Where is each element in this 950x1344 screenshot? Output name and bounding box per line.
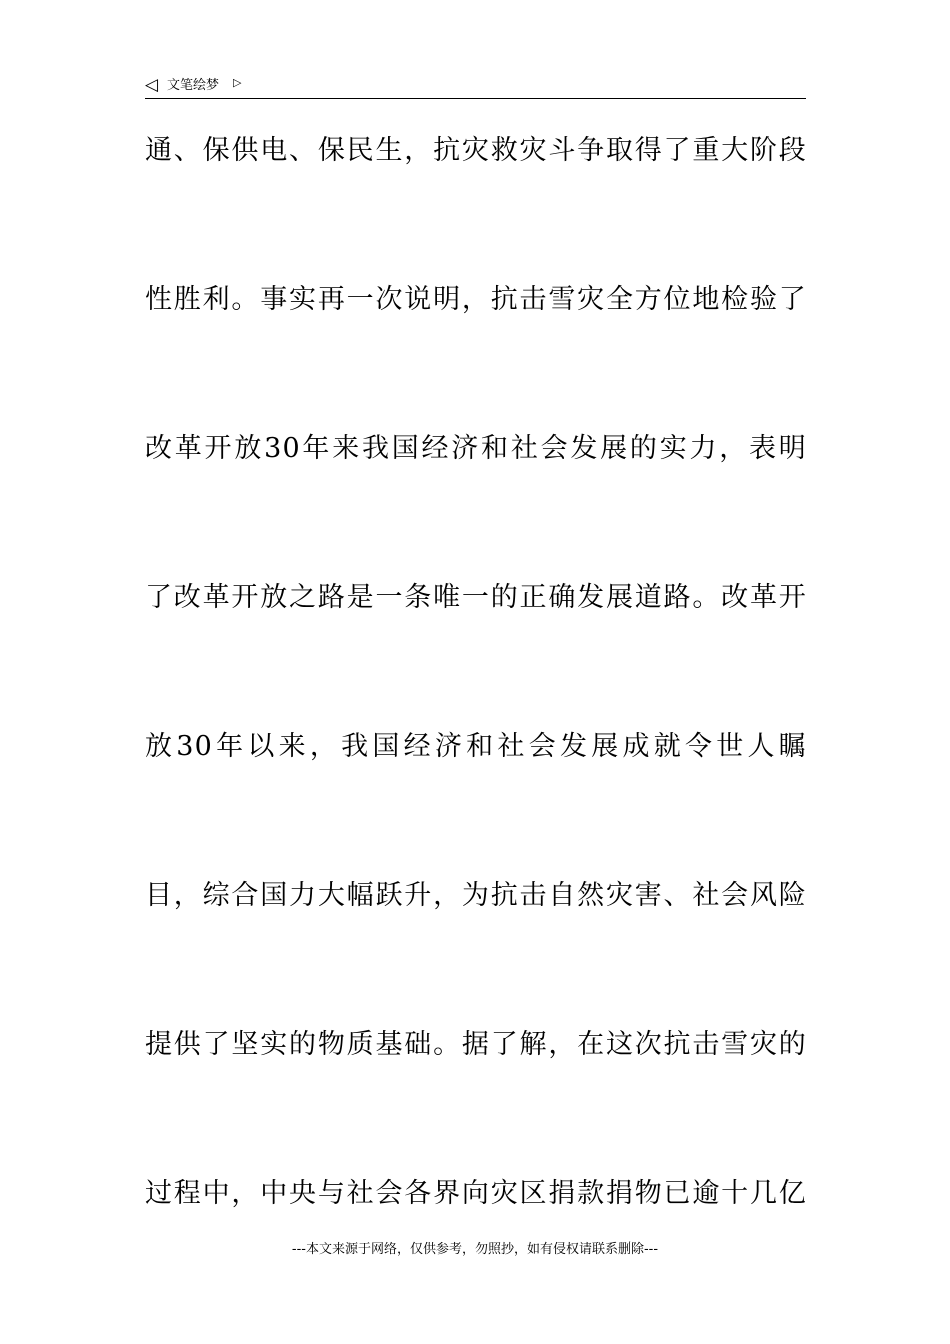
- left-triangle-icon: ◁: [145, 75, 159, 95]
- body-line: 目，综合国力大幅跃升，为抗击自然灾害、社会风险: [145, 880, 807, 911]
- document-body: [145, 128, 807, 1320]
- footer-disclaimer: ---本文来源于网络，仅供参考，勿照抄，如有侵权请联系删除---: [291, 1242, 659, 1257]
- body-line: 了改革开放之路是一条唯一的正确发展道路。改革开: [145, 582, 807, 613]
- body-line: 放30年以来，我国经济和社会发展成就令世人瞩: [145, 731, 807, 762]
- body-line: 改革开放30年来我国经济和社会发展的实力，表明: [145, 433, 807, 464]
- body-line: 过程中，中央与社会各界向灾区捐款捐物已逾十几亿: [145, 1178, 807, 1209]
- body-line: 通、保供电、保民生，抗灾救灾斗争取得了重大阶段: [145, 135, 807, 166]
- right-triangle-icon: ▷: [233, 76, 242, 89]
- page-header: [145, 74, 806, 99]
- body-line: 性胜利。事实再一次说明，抗击雪灾全方位地检验了: [145, 284, 807, 315]
- body-line: 提供了坚实的物质基础。据了解，在这次抗击雪灾的: [145, 1029, 807, 1060]
- header-title: 文笔绘梦: [167, 78, 220, 93]
